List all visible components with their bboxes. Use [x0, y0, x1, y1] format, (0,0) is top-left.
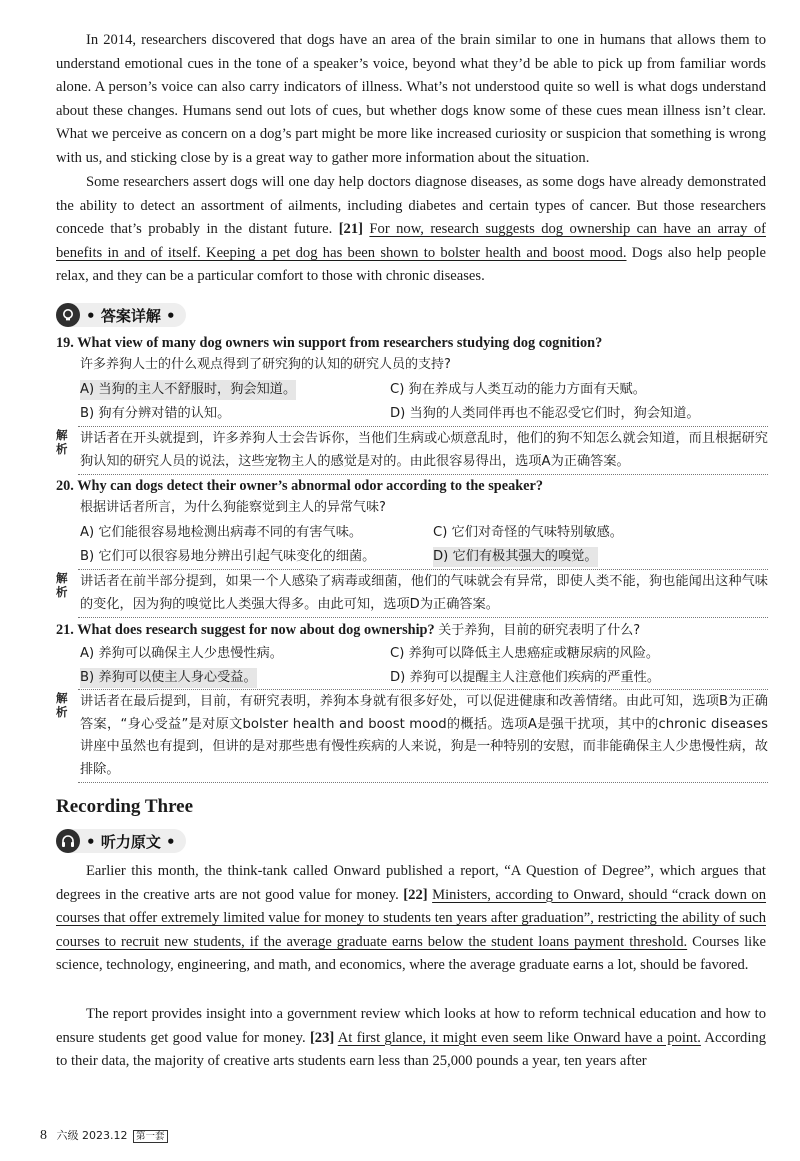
option-a-correct: A) 当狗的主人不舒服时，狗会知道。 — [80, 380, 296, 400]
explanation-label: 解析 — [56, 428, 68, 456]
passage-text: In 2014, researchers discovered that dogs have an area of the brain similar to one in humans that allows them to understand emotional cues in the tone of a speaker’s voice, beyond what they’d be able to pick up from familiar words alone. A person’s voice can also carry indicators of illness. What’s not understood quite so well is what dogs understand about these changes. Humans send out lots of cues, but whether dogs know some of these cues mean illness isn’t clear. What we perceive as concern on a dog’s part might be more like increased curiosity or suspicion that something is wrong with us, and sticking close by is a great way to gather more information about the situation. — [56, 32, 766, 166]
explanation-label: 解析 — [56, 691, 68, 719]
passage-text: Dogs also help people relax, and they can be a particular comfort to those with chronic diseases. — [56, 244, 766, 285]
recording-title: Recording Three — [56, 796, 194, 817]
explanation-19 — [56, 426, 768, 474]
question-translation: 关于养狗，目前的研究表明了什么? — [438, 623, 641, 638]
question-translation: 根据讲话者所言，为什么狗能察觉到主人的异常气味? — [80, 500, 386, 515]
page-footer — [40, 1127, 168, 1144]
passage-text: Some researchers assert dogs will one day help doctors diagnose diseases, as some dogs have already demonstrated the ability to detect an assortment of ailments, including diabetes and certain types of cancer. But those researchers concede that’s probably in the distant future. — [56, 174, 766, 238]
passage-paragraph-2 — [56, 171, 766, 289]
option-c: C) 狗在养成与人类互动的能力方面有天赋。 — [390, 382, 646, 397]
option-b-correct: B) 养狗可以使主人身心受益。 — [80, 668, 257, 688]
question-text: Why can dogs detect their owner’s abnormal odor according to the speaker? — [77, 478, 544, 494]
option-b: B) 它们可以很容易地分辨出引起气味变化的细菌。 — [80, 549, 376, 564]
option-d: D) 当狗的人类同伴再也不能忍受它们时，狗会知道。 — [390, 406, 700, 421]
option-a: A) 它们能很容易地检测出病毒不同的有害气味。 — [80, 525, 363, 540]
section-title: 听力原文 — [100, 832, 161, 851]
explanation-text: 讲话者在前半部分提到，如果一个人感染了病毒或细菌，他们的气味就会有异常，即使人类不能，狗也能闻出这种气味的变化，因为狗的嗅觉比人类强大得多。由此可知，选项D为正确答案。 — [80, 574, 768, 612]
option-b: B) 狗有分辨对错的认知。 — [80, 406, 231, 421]
transcript-paragraph-2 — [56, 1003, 766, 1074]
question-21 — [56, 620, 776, 641]
question-marker-21: [21] — [338, 221, 364, 238]
option-d-correct: D) 它们有极其强大的嗅觉。 — [433, 547, 598, 567]
explanation-text: 讲话者在开头就提到，许多养狗人士会告诉你，当他们生病或心烦意乱时，他们的狗不知怎么就会知道，而且根据研究狗认知的研究人员的说法，这些宠物主人的感觉是对的。由此很容易得出，选项A为正确答案。 — [80, 431, 768, 469]
section-title: 答案详解 — [100, 306, 161, 325]
transcript-text: Earlier this month, the think-tank called Onward published a report, “A Question of Degree”, which argues that degrees in the creative arts are not good value for money. — [56, 863, 766, 903]
transcript-section-header: • 听力原文 • — [56, 829, 186, 855]
option-a: A) 养狗可以确保主人少患慢性病。 — [80, 646, 283, 661]
question-text: What does research suggest for now about dog ownership? — [77, 622, 435, 638]
option-c: C) 养狗可以降低主人患癌症或糖尿病的风险。 — [390, 646, 660, 661]
lightbulb-icon — [56, 303, 80, 327]
question-number: 20. — [56, 478, 74, 494]
underlined-sentence: At first glance, it might even seem like Onward have a point. — [337, 1029, 701, 1046]
option-d: D) 养狗可以提醒主人注意他们疾病的严重性。 — [390, 670, 661, 685]
underlined-sentence: For now, research suggests dog ownership can have an array of benefits in and of itself. Keeping a pet dog has been shown to bolster health and boost mood. — [56, 221, 766, 261]
question-number: 19. — [56, 335, 74, 351]
question-number: 21. — [56, 622, 74, 638]
transcript-paragraph-1 — [56, 860, 766, 978]
underlined-sentence: Ministers, according to Onward, should “crack down on courses that offer extremely limited value for money to students ten years after graduation”, restricting the ability of such courses to recruit new students, if the average graduate earns below the student loans payment threshold. — [56, 886, 767, 950]
question-marker-22: [22] — [403, 886, 428, 903]
question-text: What view of many dog owners win support from researchers studying dog cognition? — [77, 335, 603, 351]
transcript-text: According to their data, the majority of creative arts students earn less than 25,000 pounds a year, ten years after — [56, 1029, 767, 1070]
edition-label: 六级 2023.12 — [56, 1129, 128, 1142]
explanation-20 — [56, 569, 768, 617]
explanation-21 — [56, 689, 768, 784]
question-19 — [56, 333, 776, 353]
page-number: 8 — [40, 1128, 47, 1143]
headphones-icon — [56, 829, 80, 853]
question-20 — [56, 476, 776, 496]
set-badge: 第一套 — [133, 1130, 168, 1143]
explanation-label: 解析 — [56, 571, 68, 599]
transcript-text: The report provides insight into a government review which looks at how to reform technical education and how to ensure students get good value for money. — [56, 1006, 766, 1046]
question-marker-23: [23] — [309, 1029, 335, 1046]
option-c: C) 它们对奇怪的气味特别敏感。 — [433, 525, 623, 540]
transcript-text: Courses like science, technology, engineering, and math, and economics, where the average graduate earns a lot, should be favored. — [56, 933, 767, 974]
explanation-text: 讲话者在最后提到，目前，有研究表明，养狗本身就有很多好处，可以促进健康和改善情绪。由此可知，选项B为正确答案，“身心受益”是对原文bolster health and boost mood的概括。选项A是强干扰项，其中的chronic diseases讲座中虽然也有提到，但讲的是对那些患有慢性疾病的人来说，狗是一种特别的安慰，而非能确保主人少患慢性病，故排除。 — [80, 694, 768, 777]
question-translation: 许多养狗人士的什么观点得到了研究狗的认知的研究人员的支持? — [80, 357, 451, 372]
passage-paragraph-1 — [56, 29, 766, 171]
answer-section-header: • 答案详解 • — [56, 303, 186, 329]
